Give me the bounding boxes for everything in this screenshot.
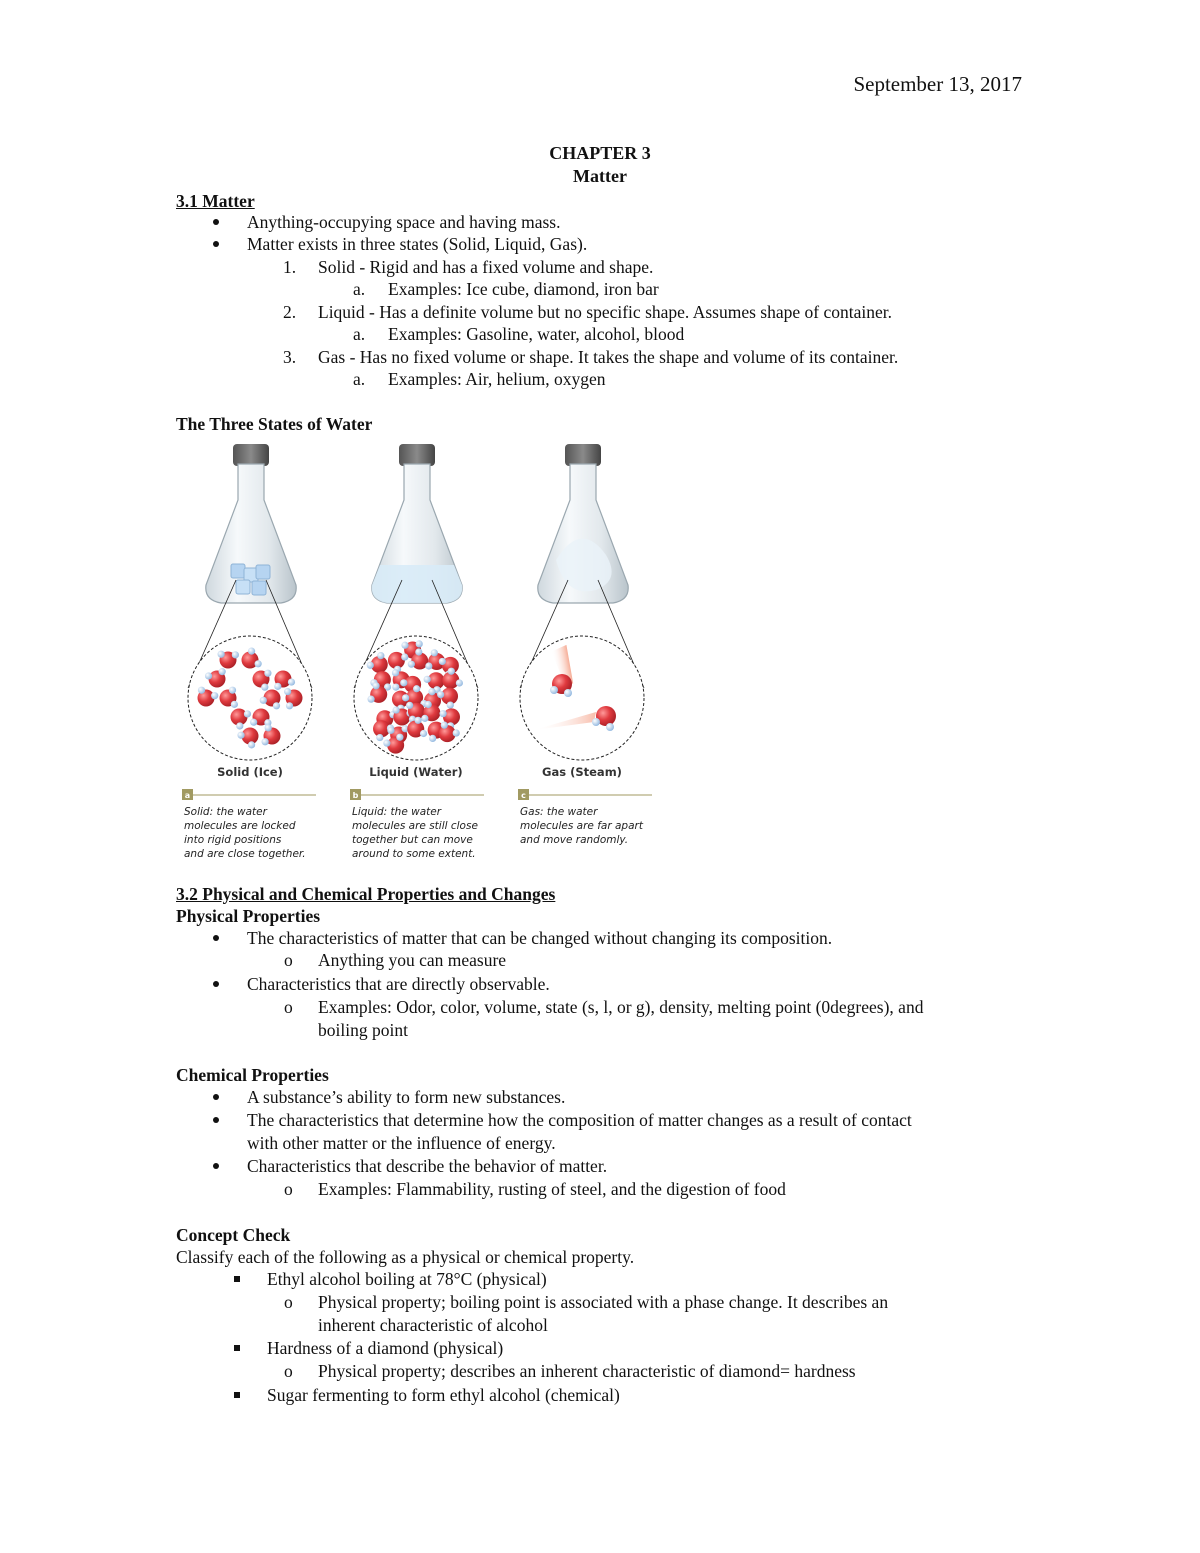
physical-properties-heading: Physical Properties	[176, 906, 321, 926]
state-liquid-examples: Examples: Gasoline, water, alcohol, blood	[388, 324, 685, 344]
panel-label-gas: Gas (Steam)	[542, 765, 622, 779]
concept-item-2-answer: Physical property; describes an inherent characteristic of diamond= hardness	[318, 1361, 856, 1381]
hydrogen-atom	[244, 710, 251, 717]
state-number-3: 3.	[283, 347, 297, 367]
chemical-bullet-1: A substance’s ability to form new substances.	[247, 1087, 566, 1107]
hydrogen-atom	[414, 717, 421, 724]
chemical-properties-heading: Chemical Properties	[176, 1065, 329, 1085]
caption-gas-2: molecules are far apart	[520, 820, 643, 832]
chemical-bullet-2-line-1: The characteristics that determine how the composition of matter changes as a result of contact	[247, 1110, 912, 1130]
hydrogen-atom	[211, 692, 218, 699]
hydrogen-atom	[439, 658, 446, 665]
bullet-icon	[213, 241, 219, 247]
hydrogen-atom	[415, 648, 422, 655]
bullet-icon	[213, 1163, 219, 1169]
hydrogen-atom	[383, 740, 390, 747]
hydrogen-atom	[428, 688, 435, 695]
bullet-icon	[213, 981, 219, 987]
caption-solid-2: molecules are locked	[184, 820, 296, 832]
state-liquid: Liquid - Has a definite volume but no specific shape. Assumes shape of container.	[318, 302, 892, 322]
hydrogen-atom	[367, 696, 374, 703]
hydrogen-atom	[218, 651, 225, 658]
hydrogen-atom	[265, 724, 272, 731]
flask-liquid	[372, 444, 462, 603]
hydrogen-atom	[248, 741, 255, 748]
sub-marker: o	[284, 1292, 293, 1312]
physical-bullet-1: The characteristics of matter that can be changed without changing its composition.	[247, 928, 833, 948]
hydrogen-atom	[377, 652, 384, 659]
physical-examples-line-2: boiling point	[318, 1020, 408, 1040]
hydrogen-atom	[400, 679, 407, 686]
square-bullet-icon	[234, 1276, 240, 1282]
state-gas: Gas - Has no fixed volume or shape. It takes the shape and volume of its container.	[318, 347, 899, 367]
state-number-1: 1.	[283, 257, 297, 277]
hydrogen-atom	[448, 668, 455, 675]
chemical-bullet-2-line-2: with other matter or the influence of energy.	[247, 1133, 556, 1153]
hydrogen-atom	[416, 640, 423, 647]
physical-examples-line-1: Examples: Odor, color, volume, state (s, l, or g), density, melting point (0degrees), and	[318, 997, 924, 1017]
caption-solid-1: Solid: the water	[184, 806, 267, 818]
state-gas-examples: Examples: Air, helium, oxygen	[388, 369, 606, 389]
section-heading-matter: 3.1 Matter	[176, 191, 255, 211]
caption-liquid-1: Liquid: the water	[352, 806, 442, 818]
hydrogen-atom	[431, 649, 438, 656]
caption-solid-3: into rigid positions	[184, 834, 282, 846]
hydrogen-atom	[248, 648, 255, 655]
hydrogen-atom	[392, 683, 399, 690]
hydrogen-atom	[264, 670, 271, 677]
hydrogen-atom	[456, 679, 463, 686]
hydrogen-atom	[392, 669, 399, 676]
hydrogen-atom	[231, 701, 238, 708]
figure-heading: The Three States of Water	[176, 414, 373, 434]
concept-check-intro: Classify each of the following as a physical or chemical property.	[176, 1247, 635, 1267]
document-date: September 13, 2017	[853, 72, 1022, 96]
hydrogen-atom	[429, 735, 436, 742]
state-marker-3a: a.	[353, 369, 366, 389]
caption-solid-4: and are close together.	[184, 848, 306, 860]
hydrogen-atom	[425, 701, 432, 708]
panel-label-solid: Solid (Ice)	[217, 765, 283, 779]
hydrogen-atom	[413, 685, 420, 692]
hydrogen-atom	[402, 694, 409, 701]
hydrogen-atom	[229, 687, 236, 694]
bullet-icon	[213, 219, 219, 225]
state-solid: Solid - Rigid and has a fixed volume and shape.	[318, 257, 654, 277]
bullet-icon	[213, 1094, 219, 1100]
hydrogen-atom	[376, 734, 383, 741]
hydrogen-atom	[205, 672, 212, 679]
matter-bullet-2: Matter exists in three states (Solid, Liquid, Gas).	[247, 234, 588, 254]
hydrogen-atom	[274, 683, 281, 690]
chapter-label: CHAPTER 3	[549, 143, 651, 163]
gas-molecule-view	[520, 636, 644, 760]
bullet-icon	[213, 935, 219, 941]
hydrogen-atom	[401, 653, 408, 660]
concept-item-3: Sugar fermenting to form ethyl alcohol (chemical)	[267, 1385, 620, 1405]
concept-item-1-answer-line-2: inherent characteristic of alcohol	[318, 1315, 548, 1335]
hydrogen-atom	[447, 701, 454, 708]
caption-gas-1: Gas: the water	[520, 806, 598, 818]
matter-bullet-1: Anything-occupying space and having mass.	[247, 212, 561, 232]
state-number-2: 2.	[283, 302, 297, 322]
caption-liquid-4: around to some extent.	[352, 848, 476, 860]
panel-label-liquid: Liquid (Water)	[369, 765, 463, 779]
physical-bullet-1-sub: Anything you can measure	[318, 950, 507, 970]
caption-liquid-2: molecules are still close	[352, 820, 478, 832]
state-marker-1a: a.	[353, 279, 366, 299]
square-bullet-icon	[234, 1345, 240, 1351]
hydrogen-atom	[437, 691, 444, 698]
caption-liquid-3: together but can move	[352, 834, 473, 846]
hydrogen-atom	[255, 660, 262, 667]
hydrogen-atom	[425, 662, 432, 669]
panel-letter-b: b	[352, 791, 359, 800]
hydrogen-atom	[439, 710, 446, 717]
sub-marker: o	[284, 950, 293, 970]
hydrogen-atom	[284, 688, 291, 695]
chapter-subtitle: Matter	[573, 166, 627, 186]
hydrogen-atom	[262, 738, 269, 745]
concept-check-heading: Concept Check	[176, 1225, 291, 1245]
hydrogen-atom	[219, 668, 226, 675]
state-solid-examples: Examples: Ice cube, diamond, iron bar	[388, 279, 659, 299]
hydrogen-atom	[441, 722, 448, 729]
section-heading-properties: 3.2 Physical and Chemical Properties and Changes	[176, 884, 556, 904]
state-marker-2a: a.	[353, 324, 366, 344]
sub-marker: o	[284, 997, 293, 1017]
caption-gas-3: and move randomly.	[520, 834, 629, 846]
concept-item-1: Ethyl alcohol boiling at 78°C (physical)	[267, 1269, 547, 1289]
hydrogen-atom	[420, 730, 427, 737]
hydrogen-atom	[288, 678, 295, 685]
hydrogen-atom	[372, 682, 379, 689]
hydrogen-atom	[406, 702, 413, 709]
hydrogen-atom	[408, 661, 415, 668]
sub-marker: o	[284, 1179, 293, 1199]
concept-item-2: Hardness of a diamond (physical)	[267, 1338, 504, 1358]
hydrogen-atom	[392, 706, 399, 713]
hydrogen-atom	[250, 719, 257, 726]
hydrogen-atom	[421, 715, 428, 722]
hydrogen-atom	[401, 642, 408, 649]
hydrogen-atom	[387, 727, 394, 734]
flask-solid	[206, 444, 296, 603]
hydrogen-atom	[424, 676, 431, 683]
hydrogen-atom	[396, 734, 403, 741]
square-bullet-icon	[234, 1392, 240, 1398]
chemical-bullet-3: Characteristics that describe the behavior of matter.	[247, 1156, 608, 1176]
three-states-figure	[176, 440, 656, 865]
hydrogen-atom	[237, 732, 244, 739]
hydrogen-atom	[273, 702, 280, 709]
flask-gas	[538, 444, 628, 603]
hydrogen-atom	[236, 722, 243, 729]
physical-bullet-2: Characteristics that are directly observable.	[247, 974, 550, 994]
hydrogen-atom	[367, 662, 374, 669]
hydrogen-atom	[453, 729, 460, 736]
concept-item-1-answer-line-1: Physical property; boiling point is associated with a phase change. It describes an	[318, 1292, 889, 1312]
hydrogen-atom	[232, 651, 239, 658]
hydrogen-atom	[260, 697, 267, 704]
panel-letter-a: a	[184, 791, 191, 800]
hydrogen-atom	[286, 702, 293, 709]
chemical-examples: Examples: Flammability, rusting of steel, and the digestion of food	[318, 1179, 786, 1199]
hydrogen-atom	[198, 687, 205, 694]
hydrogen-atom	[261, 684, 268, 691]
sub-marker: o	[284, 1361, 293, 1381]
bullet-icon	[213, 1117, 219, 1123]
panel-letter-c: c	[521, 791, 526, 800]
